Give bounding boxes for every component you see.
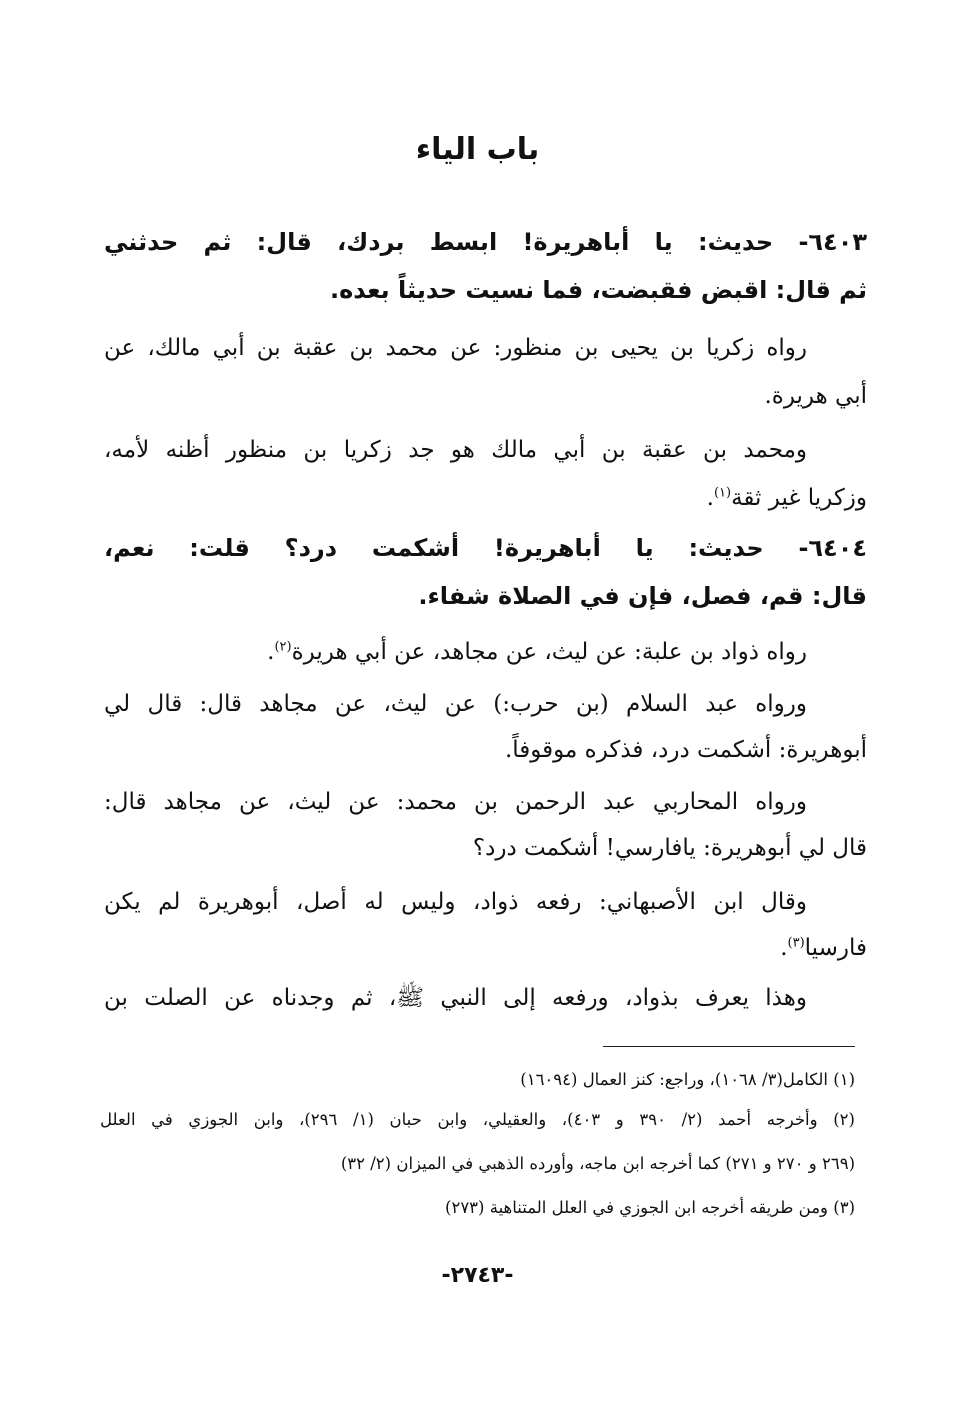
footnote-ref: (٣) — [787, 935, 805, 951]
chapter-heading: باب الياء — [415, 132, 540, 167]
note-text: فارسيا — [804, 935, 867, 961]
footnote: (٣) ومن طريقه أخرجه ابن الجوزي في العلل المتناهية (٢٧٣) — [445, 1198, 855, 1217]
note-line: ورواه المحاربي عبد الرحمن بن محمد: عن ليث، عن مجاهد قال: — [104, 789, 807, 815]
note-tail: . — [706, 485, 714, 511]
note-line — [104, 928, 867, 968]
note-line: أبي هريرة. — [764, 383, 867, 409]
footnote: (١) الكامل(٣/ ١٠٦٨)، وراجع: كنز العمال (١٦٠٩٤) — [520, 1070, 855, 1089]
note-line: وهذا يعرف بذواد، ورفعه إلى النبي ﷺ، ثم وجدناه عن الصلت بن — [104, 985, 807, 1011]
footnote: (٢) وأخرجه أحمد (٢/ ٣٩٠ و ٤٠٣)، والعقيلي، وابن حبان (١/ ٢٩٦)، وابن الجوزي في العلل — [100, 1110, 855, 1129]
footnote-ref: (٢) — [274, 639, 292, 655]
footnote-separator — [603, 1046, 855, 1047]
hadith-6403-line-2: ثم قال: اقبض فقبضت، فما نسيت حديثاً بعده. — [329, 276, 867, 304]
note-line: رواه زكريا بن يحيى بن منظور: عن محمد بن عقبة بن أبي مالك، عن — [104, 335, 807, 361]
note-tail: . — [780, 935, 788, 961]
note-line: وقال ابن الأصبهاني: رفعه ذواد، وليس له أصل، أبوهريرة لم يكن — [104, 889, 807, 915]
footnote-ref: (١) — [713, 485, 732, 501]
footnote: (٢٦٩ و ٢٧٠ و ٢٧١) كما أخرجه ابن ماجه، وأورده الذهبي في الميزان (٢/ ٣٢) — [340, 1154, 855, 1173]
hadith-6403-line-1: ٦٤٠٣- حديث: يا أباهريرة! ابسط بردك، قال: ثم حدثني — [104, 228, 867, 256]
page-number: -٢٧٤٣- — [441, 1263, 514, 1288]
note-line: قال لي أبوهريرة: يافارسي! أشكمت درد؟ — [472, 835, 867, 861]
note-line — [104, 632, 807, 672]
note-line: ورواه عبد السلام (بن حرب:) عن ليث، عن مجاهد قال: قال لي — [104, 691, 807, 717]
note-line — [104, 478, 867, 518]
note-text: رواه ذواد بن علبة: عن ليث، عن مجاهد، عن أبي هريرة — [291, 639, 807, 665]
hadith-6404-line-2: قال: قم، فصل، فإن في الصلاة شفاء. — [418, 582, 867, 610]
hadith-6404-line-1: ٦٤٠٤- حديث: يا أباهريرة! أشكمت درد؟ قلت: نعم، — [104, 534, 867, 562]
note-line: ومحمد بن عقبة بن أبي مالك هو جد زكريا بن منظور أظنه لأمه، — [104, 437, 807, 463]
note-text: وزكريا غير ثقة — [731, 485, 867, 511]
note-line: أبوهريرة: أشكمت درد، فذكره موقوفاً. — [504, 737, 867, 763]
note-tail: . — [267, 639, 275, 665]
